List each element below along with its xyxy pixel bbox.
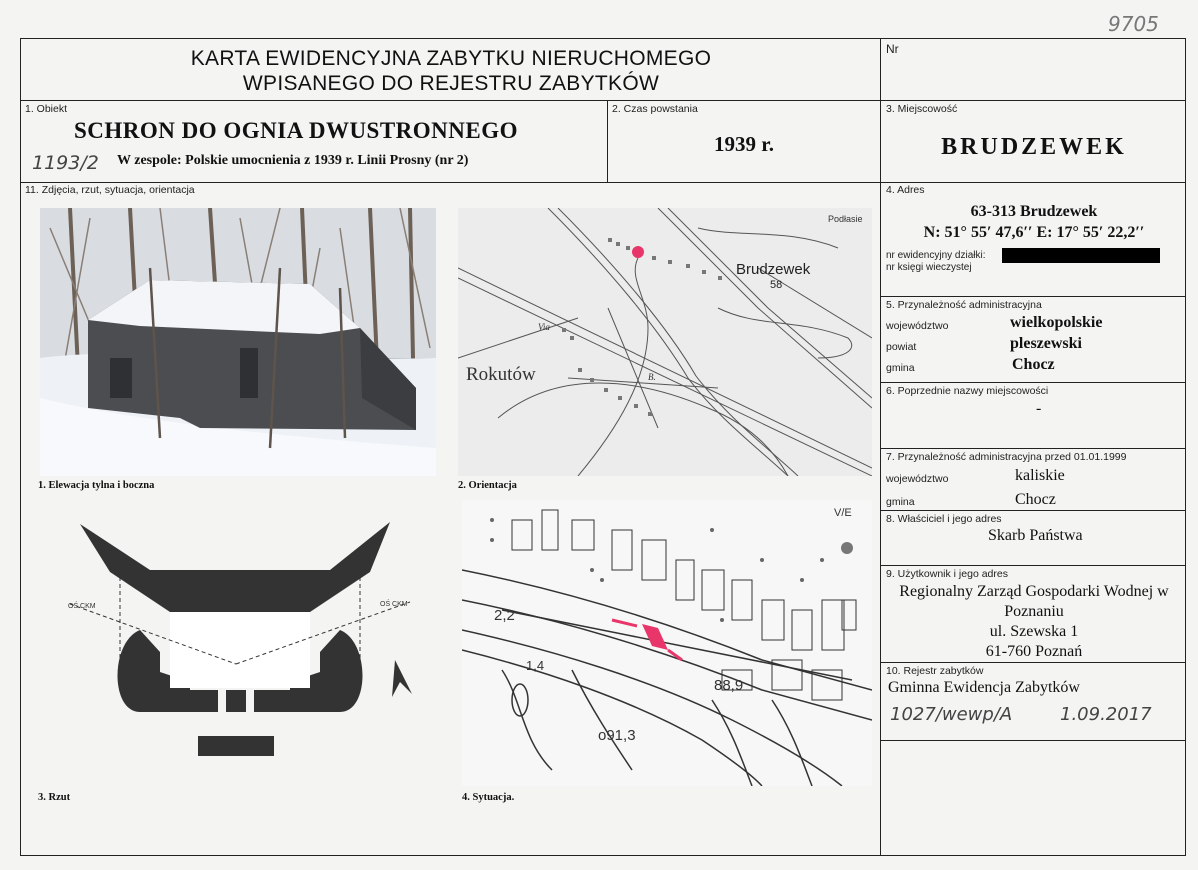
- divider-uzytk: [880, 565, 1186, 566]
- situation-map: [462, 500, 872, 786]
- map-label-88-9: 88,9: [714, 677, 744, 694]
- miejscowosc-value: BRUDZEWEK: [941, 134, 1127, 160]
- map-label-b: B.: [648, 372, 656, 382]
- divider-rejestr: [880, 662, 1186, 663]
- miejscowosc-label: 3. Miejscowość: [886, 103, 958, 115]
- divider-przyn: [880, 296, 1186, 297]
- map-label-brudzewek: Brudzewek: [736, 261, 811, 278]
- gmina-value: Chocz: [1012, 356, 1055, 373]
- obiekt-ensemble: W zespole: Polskie umocnienia z 1939 r. Linii Prosny (nr 2): [117, 153, 469, 168]
- map-point-marker: [841, 542, 853, 554]
- divider-right-column: [880, 38, 881, 856]
- rejestr-label: 10. Rejestr zabytków: [886, 665, 984, 677]
- map-label-2-2: 2,2: [494, 607, 515, 624]
- map-label-1-4: 1,4: [526, 658, 545, 673]
- location-marker-orientation: [632, 246, 644, 258]
- przyn-przed-label: 7. Przynależność administracyjna przed 01.01.1999: [886, 451, 1127, 463]
- caption-situation: 4. Sytuacja.: [462, 792, 515, 803]
- caption-plan: 3. Rzut: [38, 792, 71, 803]
- zdjecia-label: 11. Zdjęcia, rzut, sytuacja, orientacja: [25, 184, 195, 196]
- map-label-91-3: o91,3: [598, 727, 636, 744]
- uzytkownik-line3: ul. Szewska 1: [989, 623, 1079, 640]
- plan-os-ckm-left: OŚ CKM: [68, 603, 96, 610]
- nr-dzialki-redacted: [1002, 248, 1160, 263]
- caption-orientation: 2. Orientacja: [458, 480, 517, 491]
- divider-header: [20, 100, 1186, 101]
- przyn-label: 5. Przynależność administracyjna: [886, 299, 1042, 311]
- woj-label: województwo: [886, 320, 949, 332]
- przyn-przed-gmina-value: Chocz: [1015, 491, 1056, 508]
- powiat-value: pleszewski: [1010, 335, 1082, 352]
- rejestr-handwritten-ref: 1027/wewp/A: [890, 704, 1013, 725]
- nr-dzialki-label: nr ewidencyjny działki:: [886, 250, 986, 261]
- divider-wlasc: [880, 510, 1186, 511]
- orientation-map-image: [458, 208, 872, 476]
- obiekt-label: 1. Obiekt: [25, 103, 68, 115]
- card-title-line2: WPISANEGO DO REJESTRU ZABYTKÓW: [242, 72, 660, 95]
- orientation-map: [458, 208, 872, 476]
- map-label-vie: V/E: [834, 507, 852, 519]
- map-label-58: 58: [770, 279, 783, 291]
- card-title: [22, 46, 880, 96]
- czas-value: 1939 r.: [714, 132, 774, 156]
- divider-empty: [880, 740, 1186, 741]
- card-title-line1: KARTA EWIDENCYJNA ZABYTKU NIERUCHOMEGO: [190, 47, 712, 70]
- archive-number: 9705: [1108, 12, 1159, 36]
- situation-map-image: [462, 500, 872, 786]
- nr-label: Nr: [886, 42, 899, 56]
- uzytkownik-address: [882, 582, 1186, 662]
- bunker-photo: [40, 208, 436, 476]
- powiat-label: powiat: [886, 341, 917, 353]
- czas-label: 2. Czas powstania: [612, 103, 698, 115]
- obiekt-name: SCHRON DO OGNIA DWUSTRONNEGO: [74, 118, 519, 143]
- uzytkownik-label: 9. Użytkownik i jego adres: [886, 568, 1008, 580]
- przyn-przed-woj-label: województwo: [886, 473, 949, 485]
- nr-ksiegi-label: nr księgi wieczystej: [886, 262, 972, 273]
- uzytkownik-line1: Regionalny Zarząd Gospodarki Wodnej w: [899, 583, 1169, 600]
- map-label-rokutow: Rokutów: [466, 364, 536, 385]
- przyn-przed-woj-value: kaliskie: [1015, 467, 1065, 484]
- divider-adres: [880, 182, 1186, 183]
- uzytkownik-line4: 61-760 Poznań: [985, 643, 1083, 660]
- map-label-podlasie: Podłasie: [828, 214, 863, 224]
- caption-photo: 1. Elewacja tylna i boczna: [38, 480, 155, 491]
- woj-value: wielkopolskie: [1010, 314, 1103, 331]
- floor-plan-drawing: [40, 512, 436, 772]
- map-label-via: Via: [538, 322, 550, 332]
- floor-plan: [40, 512, 436, 772]
- divider-przyn-przed: [880, 448, 1186, 449]
- wlasciciel-value: Skarb Państwa: [988, 527, 1083, 544]
- divider-section-1: [20, 182, 882, 183]
- uzytkownik-line2: Poznaniu: [1004, 603, 1064, 620]
- gmina-label: gmina: [886, 362, 915, 374]
- bunker-photo-image: [40, 208, 436, 476]
- adres-label: 4. Adres: [886, 184, 925, 196]
- adres-line1: 63-313 Brudzewek: [970, 203, 1098, 220]
- przyn-przed-gmina-label: gmina: [886, 496, 915, 508]
- adres-coordinates: N: 51° 55′ 47,6′′ E: 17° 55′ 22,2′′: [923, 224, 1145, 241]
- obiekt-inventory-handwritten: 1193/2: [32, 152, 99, 174]
- plan-os-ckm-right: OŚ CKM: [380, 601, 408, 608]
- wlasciciel-label: 8. Właściciel i jego adres: [886, 513, 1002, 525]
- north-arrow-icon: [392, 660, 412, 697]
- rejestr-handwritten-date: 1.09.2017: [1060, 704, 1152, 725]
- poprzednie-value: -: [1036, 400, 1042, 417]
- rejestr-value: Gminna Ewidencja Zabytków: [888, 679, 1080, 696]
- poprzednie-label: 6. Poprzednie nazwy miejscowości: [886, 385, 1049, 397]
- divider-poprz: [880, 382, 1186, 383]
